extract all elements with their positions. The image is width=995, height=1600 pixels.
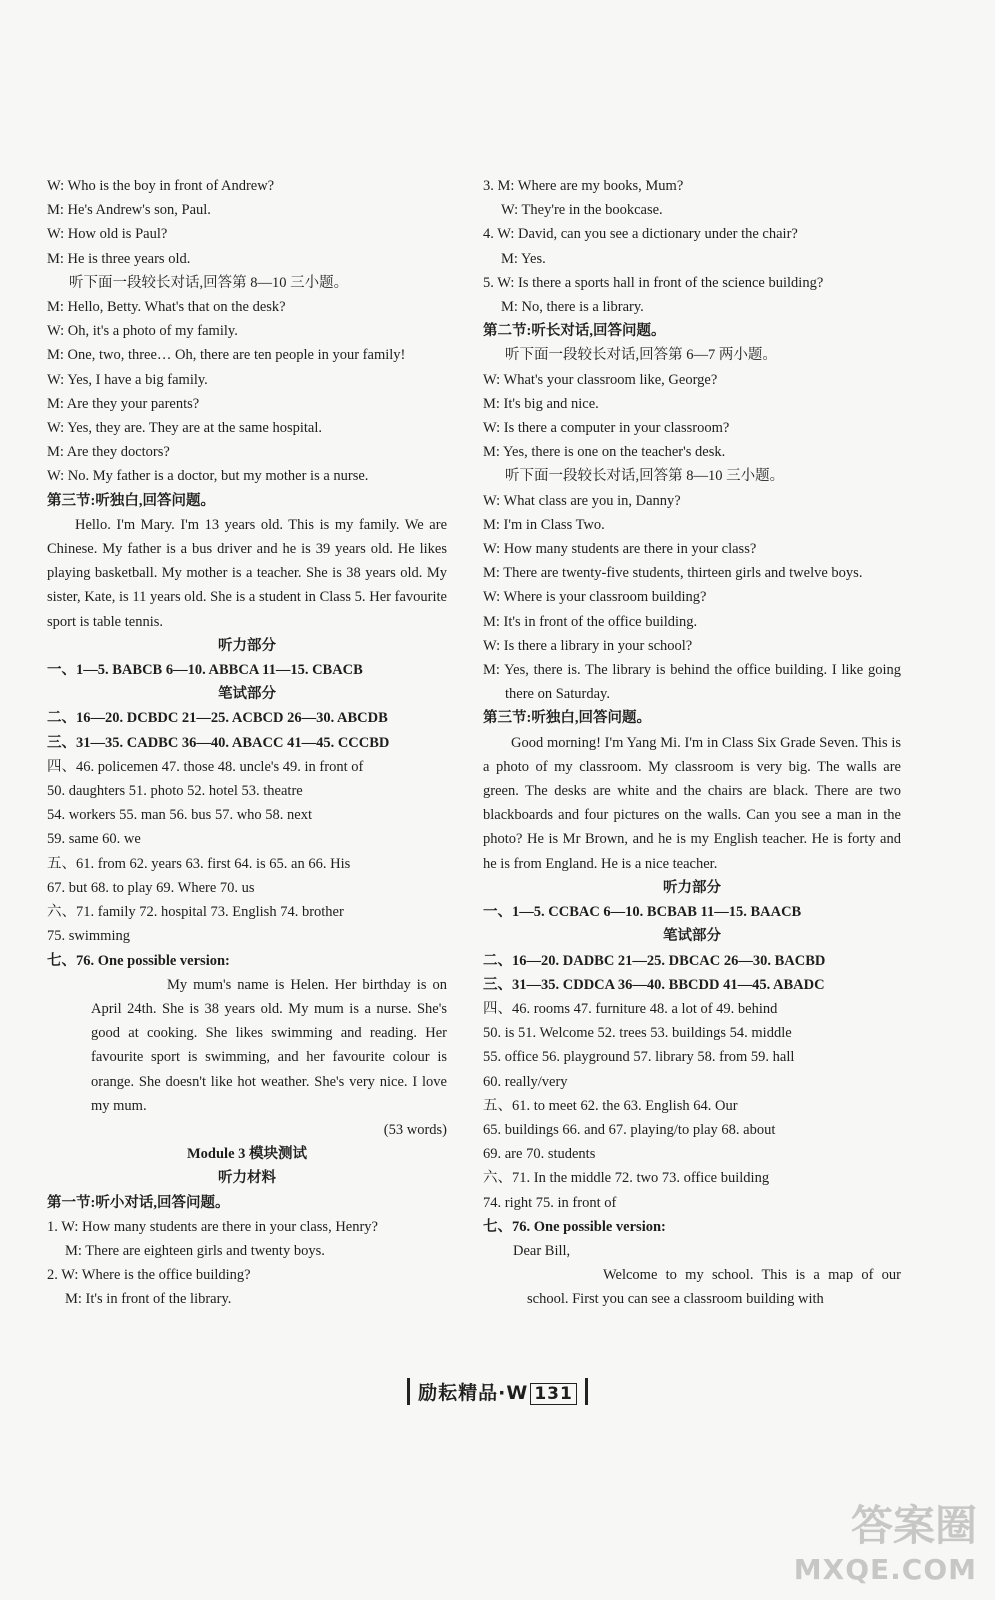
left-line: 听下面一段较长对话,回答第 8—10 三小题。 bbox=[69, 274, 349, 291]
right-line: 听力部分 bbox=[663, 879, 721, 896]
page-footer bbox=[0, 1378, 995, 1405]
left-line: 笔试部分 bbox=[218, 686, 276, 703]
left-line: Module 3 模块测试 bbox=[186, 1146, 308, 1163]
right-line: 二、16—20. DADBC 21—25. DBCAC 26—30. BACBD bbox=[483, 952, 826, 969]
left-line: M: He is three years old. bbox=[47, 250, 191, 267]
left-line: (53 words) bbox=[383, 1121, 447, 1138]
left-line: My mum's name is Helen. Her birthday is on April 24th. She is 38 years old. My mum is a nurse. She's good at cooking. She likes swimming and reading. Her favourite sport is swimming, and her favourite colour is orange. She doesn't like hot weather. She's very nice. I love my mum. bbox=[91, 976, 447, 1114]
right-line: M: No, there is a library. bbox=[501, 299, 644, 316]
left-line: 四、46. policemen 47. those 48. uncle's 49. in front of bbox=[47, 758, 364, 775]
left-line: W: No. My father is a doctor, but my mother is a nurse. bbox=[47, 468, 369, 485]
right-line: 第三节:听独白,回答问题。 bbox=[483, 710, 651, 727]
right-line: 三、31—35. CDDCA 36—40. BBCDD 41—45. ABADC bbox=[483, 976, 825, 993]
right-line: M: Yes, there is. The library is behind the office building. I like going there on Saturday. bbox=[483, 662, 901, 703]
right-line: M: It's in front of the office building. bbox=[483, 613, 698, 630]
left-line: M: One, two, three… Oh, there are ten people in your family! bbox=[47, 347, 406, 364]
right-line: 六、71. In the middle 72. two 73. office building bbox=[483, 1170, 770, 1187]
left-line: M: Are they doctors? bbox=[47, 444, 170, 461]
right-line: W: Is there a computer in your classroom? bbox=[483, 420, 730, 437]
left-line: 第三节:听独白,回答问题。 bbox=[47, 492, 215, 509]
right-line: 50. is 51. Welcome 52. trees 53. buildings 54. middle bbox=[483, 1025, 792, 1042]
left-line: 听力部分 bbox=[218, 637, 276, 654]
right-line: 60. really/very bbox=[483, 1073, 568, 1090]
right-line: Dear Bill, bbox=[513, 1242, 571, 1259]
left-column bbox=[47, 174, 447, 1312]
right-line: M: It's big and nice. bbox=[483, 395, 599, 412]
brand-text: 励耘精品·W bbox=[418, 1382, 529, 1404]
left-line: M: Hello, Betty. What's that on the desk? bbox=[47, 299, 286, 316]
left-line: W: How old is Paul? bbox=[47, 226, 168, 243]
right-line: Good morning! I'm Yang Mi. I'm in Class Six Grade Seven. This is a photo of my classroom. My classroom is very big. The walls are green. The desks are white and the chairs are black. There are two blackboards and four pictures on the walls. Can you see a man in the photo? He is Mr Brown, and he is my English teacher. He is forty and he is from England. He is a nice teacher. bbox=[483, 734, 901, 872]
left-line: 54. workers 55. man 56. bus 57. who 58. next bbox=[47, 807, 313, 824]
left-line: W: Who is the boy in front of Andrew? bbox=[47, 178, 275, 194]
left-line: M: It's in front of the library. bbox=[65, 1291, 232, 1308]
right-line: 笔试部分 bbox=[663, 928, 721, 945]
right-line: 四、46. rooms 47. furniture 48. a lot of 49. behind bbox=[483, 1000, 778, 1017]
right-line: M: I'm in Class Two. bbox=[483, 516, 605, 533]
right-line: Welcome to my school. This is a map of our school. First you can see a classroom building with bbox=[527, 1267, 901, 1308]
right-line: 69. are 70. students bbox=[483, 1146, 596, 1163]
left-line: M: He's Andrew's son, Paul. bbox=[47, 202, 211, 219]
right-line: W: They're in the bookcase. bbox=[501, 202, 663, 219]
left-line: 二、16—20. DCBDC 21—25. ACBCD 26—30. ABCDB bbox=[47, 710, 388, 727]
right-line: 55. office 56. playground 57. library 58. from 59. hall bbox=[483, 1049, 795, 1066]
left-line: 59. same 60. we bbox=[47, 831, 141, 848]
left-line: 1. W: How many students are there in your class, Henry? bbox=[47, 1218, 378, 1235]
left-line: W: Yes, I have a big family. bbox=[47, 371, 208, 388]
right-line: 七、76. One possible version: bbox=[483, 1218, 666, 1235]
right-line: 74. right 75. in front of bbox=[483, 1194, 617, 1211]
watermark-text: 答案圈 bbox=[850, 1501, 977, 1550]
page-number: 131 bbox=[530, 1383, 577, 1405]
right-line: W: How many students are there in your class? bbox=[483, 541, 757, 558]
left-line: Hello. I'm Mary. I'm 13 years old. This is my family. We are Chinese. My father is a bus driver and he is 39 years old. He likes playing basketball. My mother is a teacher. She is 38 years old. My sister, Kate, is 11 years old. She is a student in Class 5. Her favourite sport is table tennis. bbox=[47, 516, 447, 630]
left-line: W: Oh, it's a photo of my family. bbox=[47, 323, 238, 340]
right-line: W: What's your classroom like, George? bbox=[483, 371, 718, 388]
right-line: 3. M: Where are my books, Mum? bbox=[483, 178, 684, 194]
right-line: 5. W: Is there a sports hall in front of the science building? bbox=[483, 274, 824, 291]
left-line: M: There are eighteen girls and twenty boys. bbox=[65, 1242, 325, 1259]
left-line: 75. swimming bbox=[47, 928, 130, 945]
right-line: M: Yes. bbox=[501, 250, 546, 267]
left-line: 六、71. family 72. hospital 73. English 74. brother bbox=[47, 904, 344, 921]
right-line: W: What class are you in, Danny? bbox=[483, 492, 681, 509]
left-line: 五、61. from 62. years 63. first 64. is 65. an 66. His bbox=[47, 855, 351, 872]
right-line: 65. buildings 66. and 67. playing/to play 68. about bbox=[483, 1121, 776, 1138]
footer-brand bbox=[407, 1378, 588, 1405]
right-line: W: Is there a library in your school? bbox=[483, 637, 693, 654]
right-line: W: Where is your classroom building? bbox=[483, 589, 707, 606]
right-column bbox=[483, 174, 901, 1312]
watermark-logo bbox=[794, 1493, 977, 1586]
left-line: 三、31—35. CADBC 36—40. ABACC 41—45. CCCBD bbox=[47, 734, 390, 751]
left-line: 听力材料 bbox=[218, 1170, 276, 1187]
left-line: 第一节:听小对话,回答问题。 bbox=[47, 1194, 230, 1211]
watermark-url: MXQE.COM bbox=[793, 1553, 977, 1586]
left-line: 七、76. One possible version: bbox=[47, 952, 230, 969]
right-line: 五、61. to meet 62. the 63. English 64. Our bbox=[483, 1097, 738, 1114]
left-line: W: Yes, they are. They are at the same hospital. bbox=[47, 420, 323, 437]
right-line: M: Yes, there is one on the teacher's desk. bbox=[483, 444, 726, 461]
right-line: 听下面一段较长对话,回答第 8—10 三小题。 bbox=[505, 468, 785, 485]
right-line: 一、1—5. CCBAC 6—10. BCBAB 11—15. BAACB bbox=[483, 904, 802, 921]
right-line: M: There are twenty-five students, thirteen girls and twelve boys. bbox=[483, 565, 863, 582]
right-line: 4. W: David, can you see a dictionary under the chair? bbox=[483, 226, 798, 243]
left-line: 50. daughters 51. photo 52. hotel 53. theatre bbox=[47, 783, 303, 800]
left-line: 67. but 68. to play 69. Where 70. us bbox=[47, 879, 255, 896]
left-line: M: Are they your parents? bbox=[47, 395, 200, 412]
right-line: 第二节:听长对话,回答问题。 bbox=[483, 323, 666, 340]
left-line: 一、1—5. BABCB 6—10. ABBCA 11—15. CBACB bbox=[47, 662, 363, 679]
left-line: 2. W: Where is the office building? bbox=[47, 1267, 251, 1284]
right-line: 听下面一段较长对话,回答第 6—7 两小题。 bbox=[505, 347, 777, 364]
